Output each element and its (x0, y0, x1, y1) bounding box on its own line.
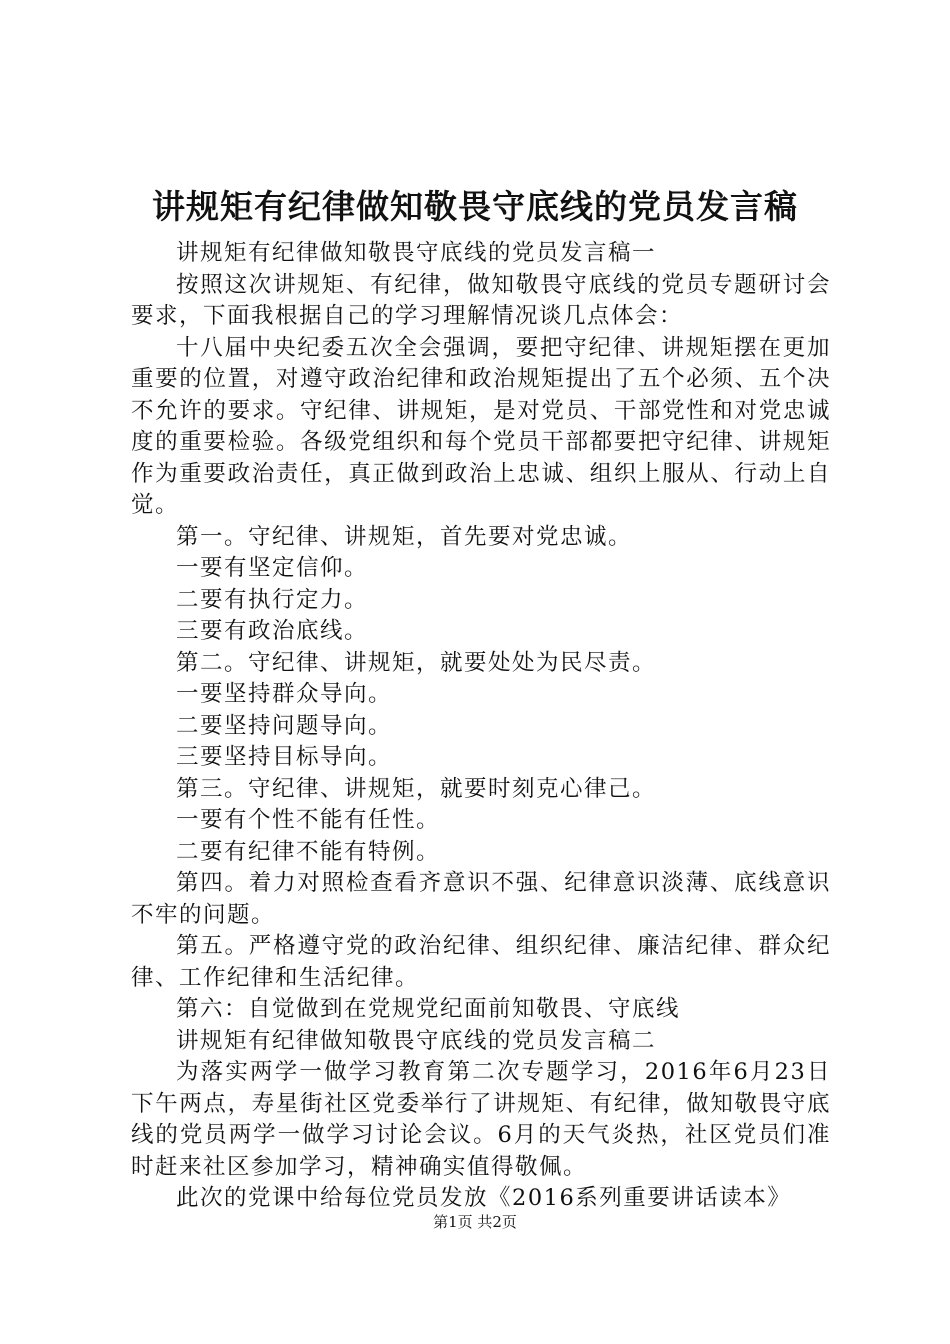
paragraph: 一要有坚定信仰。 (176, 555, 369, 581)
paragraph: 一要坚持群众导向。 (176, 681, 393, 707)
paragraph: 此次的党课中给每位党员发放《2016系列重要讲话读本》 (176, 1185, 792, 1211)
paragraph: 第一。守纪律、讲规矩，首先要对党忠诚。 (176, 523, 633, 550)
document-body (131, 238, 831, 1215)
paragraph: 二要坚持问题导向。 (176, 712, 393, 739)
page-number-footer: 第1页 共2页 (433, 1213, 517, 1231)
paragraph: 讲规矩有纪律做知敬畏守底线的党员发言稿二 (176, 1027, 657, 1054)
paragraph: 第六：自觉做到在党规党纪面前知敬畏、守底线 (176, 996, 681, 1022)
paragraph: 讲规矩有纪律做知敬畏守底线的党员发言稿一 (176, 240, 657, 266)
paragraph: 为落实两学一做学习教育第二次专题学习，2016年6月23日下午两点，寿星街社区党委举行了讲规矩、有纪律，做知敬畏守底线的党员两学一做学习讨论会议。6月的天气炎热，社区党员们准时赶来社区参加学习，精神确实值得敬佩。 (131, 1059, 831, 1180)
document-title: 讲规矩有纪律做知敬畏守底线的党员发言稿 (152, 187, 798, 226)
paragraph: 一要有个性不能有任性。 (176, 807, 441, 833)
paragraph: 三要有政治底线。 (176, 618, 369, 644)
paragraph: 按照这次讲规矩、有纪律，做知敬畏守底线的党员专题研讨会要求，下面我根据自己的学习理解情况谈几点体会： (131, 271, 831, 329)
paragraph: 三要坚持目标导向。 (176, 744, 393, 770)
paragraph: 第三。守纪律、讲规矩，就要时刻克心律己。 (176, 775, 657, 802)
paragraph: 第二。守纪律、讲规矩，就要处处为民尽责。 (176, 649, 657, 676)
paragraph: 二要有纪律不能有特例。 (176, 838, 441, 865)
paragraph: 第五。严格遵守党的政治纪律、组织纪律、廉洁纪律、群众纪律、工作纪律和生活纪律。 (131, 933, 831, 991)
paragraph: 第四。着力对照检查看齐意识不强、纪律意识淡薄、底线意识不牢的问题。 (131, 870, 831, 928)
paragraph: 十八届中央纪委五次全会强调，要把守纪律、讲规矩摆在更加重要的位置，对遵守政治纪律和政治规矩提出了五个必须、五个决不允许的要求。守纪律、讲规矩，是对党员、干部党性和对党忠诚度的重要检验。各级党组织和每个党员干部都要把守纪律、讲规矩作为重要政治责任，真正做到政治上忠诚、组织上服从、行动上自觉。 (131, 334, 831, 518)
paragraph: 二要有执行定力。 (176, 586, 369, 613)
